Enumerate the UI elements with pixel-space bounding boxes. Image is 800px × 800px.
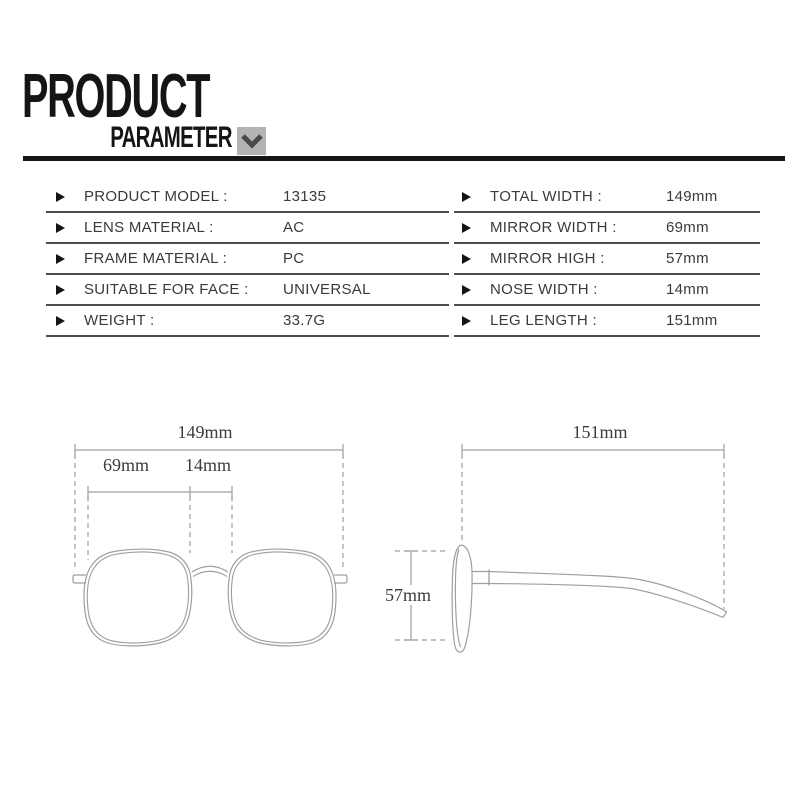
spec-label: FRAME MATERIAL : — [84, 250, 228, 267]
front-left-lens — [73, 549, 192, 646]
side-leg-length-label: 151mm — [572, 422, 628, 442]
spec-label: WEIGHT : — [84, 312, 155, 329]
table-row — [454, 275, 760, 306]
page-subtitle-wrap — [22, 123, 232, 153]
triangle-bullet-icon — [462, 254, 471, 264]
spec-value: 149mm — [666, 188, 718, 205]
page-subtitle: PARAMETER — [110, 121, 232, 154]
spec-value: UNIVERSAL — [283, 281, 371, 298]
front-view-drawing — [73, 422, 347, 646]
spec-value: 57mm — [666, 250, 709, 267]
table-row — [454, 213, 760, 244]
spec-label: NOSE WIDTH : — [490, 281, 598, 298]
side-view-drawing — [383, 422, 727, 652]
front-nose-width-label: 14mm — [184, 455, 232, 475]
spec-table-left — [46, 182, 449, 337]
spec-value: 14mm — [666, 281, 709, 298]
triangle-bullet-icon — [56, 254, 65, 264]
page-title: PRODUCT — [22, 62, 210, 131]
table-row — [454, 244, 760, 275]
table-row — [454, 306, 760, 337]
table-row — [454, 182, 760, 213]
table-row — [46, 275, 449, 306]
front-right-lens — [228, 549, 347, 646]
triangle-bullet-icon — [462, 223, 471, 233]
header-divider — [23, 156, 785, 161]
table-row — [46, 182, 449, 213]
triangle-bullet-icon — [462, 285, 471, 295]
spec-value: 33.7G — [283, 312, 326, 329]
side-lens-height-label: 57mm — [384, 585, 432, 605]
spec-label: LENS MATERIAL : — [84, 219, 214, 236]
spec-value: AC — [283, 219, 305, 236]
triangle-bullet-icon — [56, 316, 65, 326]
spec-label: LEG LENGTH : — [490, 312, 597, 329]
triangle-bullet-icon — [56, 192, 65, 202]
front-total-width-label: 149mm — [177, 422, 233, 442]
spec-label: MIRROR WIDTH : — [490, 219, 617, 236]
triangle-bullet-icon — [462, 192, 471, 202]
front-lens-width-label: 69mm — [102, 455, 150, 475]
table-row — [46, 213, 449, 244]
side-lens-profile — [452, 545, 472, 652]
diagram-section — [0, 400, 800, 720]
spec-label: PRODUCT MODEL : — [84, 188, 228, 205]
triangle-bullet-icon — [462, 316, 471, 326]
table-row — [46, 306, 449, 337]
triangle-bullet-icon — [56, 223, 65, 233]
spec-label: MIRROR HIGH : — [490, 250, 605, 267]
spec-label: SUITABLE FOR FACE : — [84, 281, 249, 298]
spec-value: 69mm — [666, 219, 709, 236]
triangle-bullet-icon — [56, 285, 65, 295]
spec-table-right — [454, 182, 760, 337]
spec-value: 13135 — [283, 188, 327, 205]
spec-label: TOTAL WIDTH : — [490, 188, 602, 205]
spec-value: 151mm — [666, 312, 718, 329]
chevron-down-icon — [237, 127, 266, 155]
table-row — [46, 244, 449, 275]
spec-value: PC — [283, 250, 305, 267]
side-temple-arm — [472, 570, 727, 618]
